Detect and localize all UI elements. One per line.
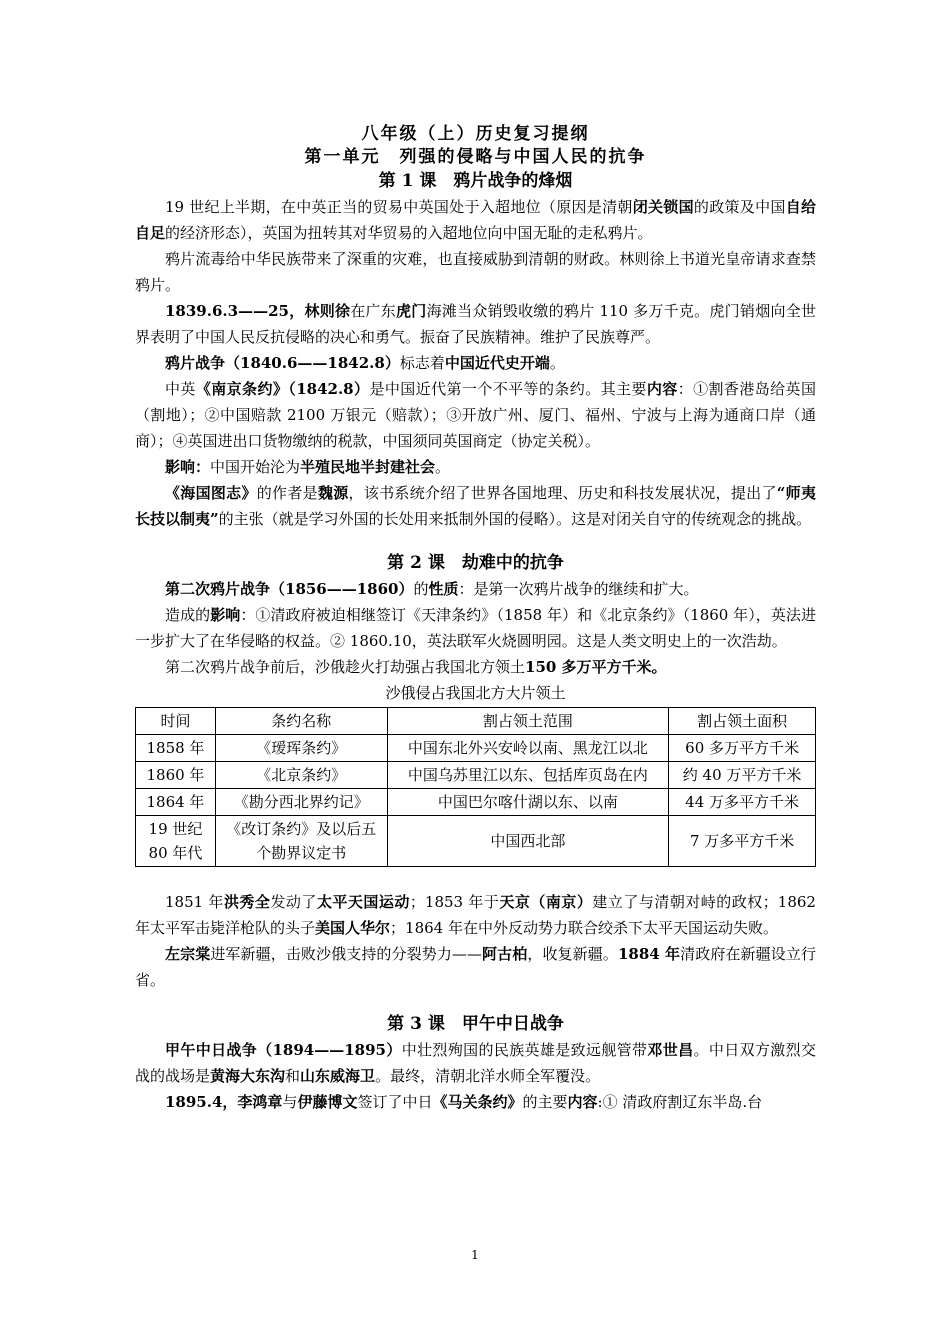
- table-cell: 1864 年: [136, 789, 216, 816]
- table-row: [136, 762, 816, 789]
- paragraph: 1895.4，李鸿章与伊藤博文签订了中日《马关条约》的主要内容:① 清政府割辽东半岛.台: [165, 1093, 763, 1111]
- table-cell: 44 万多平方千米: [669, 789, 816, 816]
- lesson-1-title: 第 1 课 鸦片战争的烽烟: [378, 171, 573, 191]
- table-header-cell: 割占领土面积: [669, 708, 816, 735]
- table-cell: 约 40 万平方千米: [669, 762, 816, 789]
- table-cell: 中国西北部: [387, 816, 669, 867]
- table-header-row: [136, 708, 816, 735]
- territory-table: [135, 707, 816, 867]
- table-cell: 1860 年: [136, 762, 216, 789]
- table-row: [136, 735, 816, 762]
- paragraph: 第二次鸦片战争前后，沙俄趁火打劫强占我国北方领土150 多万平方千米。: [165, 658, 667, 676]
- paragraph: 影响：中国开始沦为半殖民地半封建社会。: [165, 458, 451, 476]
- table-cell: 《北京条约》: [215, 762, 387, 789]
- paragraph: 造成的影响：①清政府被迫相继签订《天津条约》（1858 年）和《北京条约》（1860 年），英法进一步扩大了在华侵略的权益。② 1860.10，英法联军火烧圆明园。这是人类文明史上的一次浩劫。: [135, 606, 816, 650]
- table-header-cell: 条约名称: [215, 708, 387, 735]
- table-header-cell: 时间: [136, 708, 216, 735]
- table-cell: 《改订条约》及以后五个勘界议定书: [215, 816, 387, 867]
- paragraph: 第二次鸦片战争（1856——1860）的性质：是第一次鸦片战争的继续和扩大。: [165, 580, 699, 598]
- document-page: [135, 122, 816, 1115]
- table-cell: 中国巴尔喀什湖以东、以南: [387, 789, 669, 816]
- paragraph: 1851 年洪秀全发动了太平天国运动；1853 年于天京（南京）建立了与清朝对峙的政权；1862 年太平军击毙洋枪队的头子美国人华尔；1864 年在中外反动势力联合绞杀下太平天国运动失败。: [135, 893, 816, 937]
- lesson-3-title: 第 3 课 甲午中日战争: [387, 1014, 564, 1034]
- paragraph: 甲午中日战争（1894——1895）中壮烈殉国的民族英雄是致远舰管带邓世昌。中日双方激烈交战的战场是黄海大东沟和山东威海卫。最终，清朝北洋水师全军覆没。: [135, 1041, 816, 1085]
- table-row: [136, 789, 816, 816]
- paragraph: 鸦片流毒给中华民族带来了深重的灾难，也直接威胁到清朝的财政。林则徐上书道光皇帝请求查禁鸦片。: [135, 250, 816, 294]
- table-row: [136, 816, 816, 867]
- paragraph: 19 世纪上半期，在中英正当的贸易中英国处于入超地位（原因是清朝闭关锁国的政策及中国自给自足的经济形态），英国为扭转其对华贸易的入超地位向中国无耻的走私鸦片。: [135, 198, 816, 242]
- paragraph: 中英《南京条约》（1842.8）是中国近代第一个不平等的条约。其主要内容：①割香港岛给英国（割地）；②中国赔款 2100 万银元（赔款）；③开放广州、厦门、福州、宁波与上海为通商口岸（通商）；④英国进出口货物缴纳的税款，中国须同英国商定（协定关税）。: [135, 380, 816, 450]
- paragraph: 左宗棠进军新疆，击败沙俄支持的分裂势力——阿古柏，收复新疆。1884 年清政府在新疆设立行省。: [135, 945, 816, 989]
- table-cell: 中国乌苏里江以东、包括库页岛在内: [387, 762, 669, 789]
- table-cell: 《勘分西北界约记》: [215, 789, 387, 816]
- table-caption: 沙俄侵占我国北方大片领土: [385, 684, 566, 702]
- table-cell: 《瑷珲条约》: [215, 735, 387, 762]
- table-cell: 1858 年: [136, 735, 216, 762]
- unit-title: 第一单元 列强的侵略与中国人民的抗争: [304, 147, 647, 167]
- table-cell: 7 万多平方千米: [669, 816, 816, 867]
- table-cell: 19 世纪 80 年代: [136, 816, 216, 867]
- page-number: 1: [471, 1248, 479, 1262]
- table-cell: 60 多万平方千米: [669, 735, 816, 762]
- lesson-2-title: 第 2 课 劫难中的抗争: [387, 553, 564, 573]
- table-header-cell: 割占领土范围: [387, 708, 669, 735]
- paragraph: 1839.6.3——25，林则徐在广东虎门海滩当众销毁收缴的鸦片 110 多万千克。虎门销烟向全世界表明了中国人民反抗侵略的决心和勇气。振奋了民族精神。维护了民族尊严。: [135, 302, 816, 346]
- document-title: 八年级（上）历史复习提纲: [361, 124, 590, 144]
- table-cell: 中国东北外兴安岭以南、黑龙江以北: [387, 735, 669, 762]
- paragraph: 鸦片战争（1840.6——1842.8）标志着中国近代史开端。: [165, 354, 565, 372]
- paragraph: 《海国图志》的作者是魏源，该书系统介绍了世界各国地理、历史和科技发展状况，提出了“师夷长技以制夷”的主张（就是学习外国的长处用来抵制外国的侵略）。这是对闭关自守的传统观念的挑战。: [135, 484, 816, 528]
